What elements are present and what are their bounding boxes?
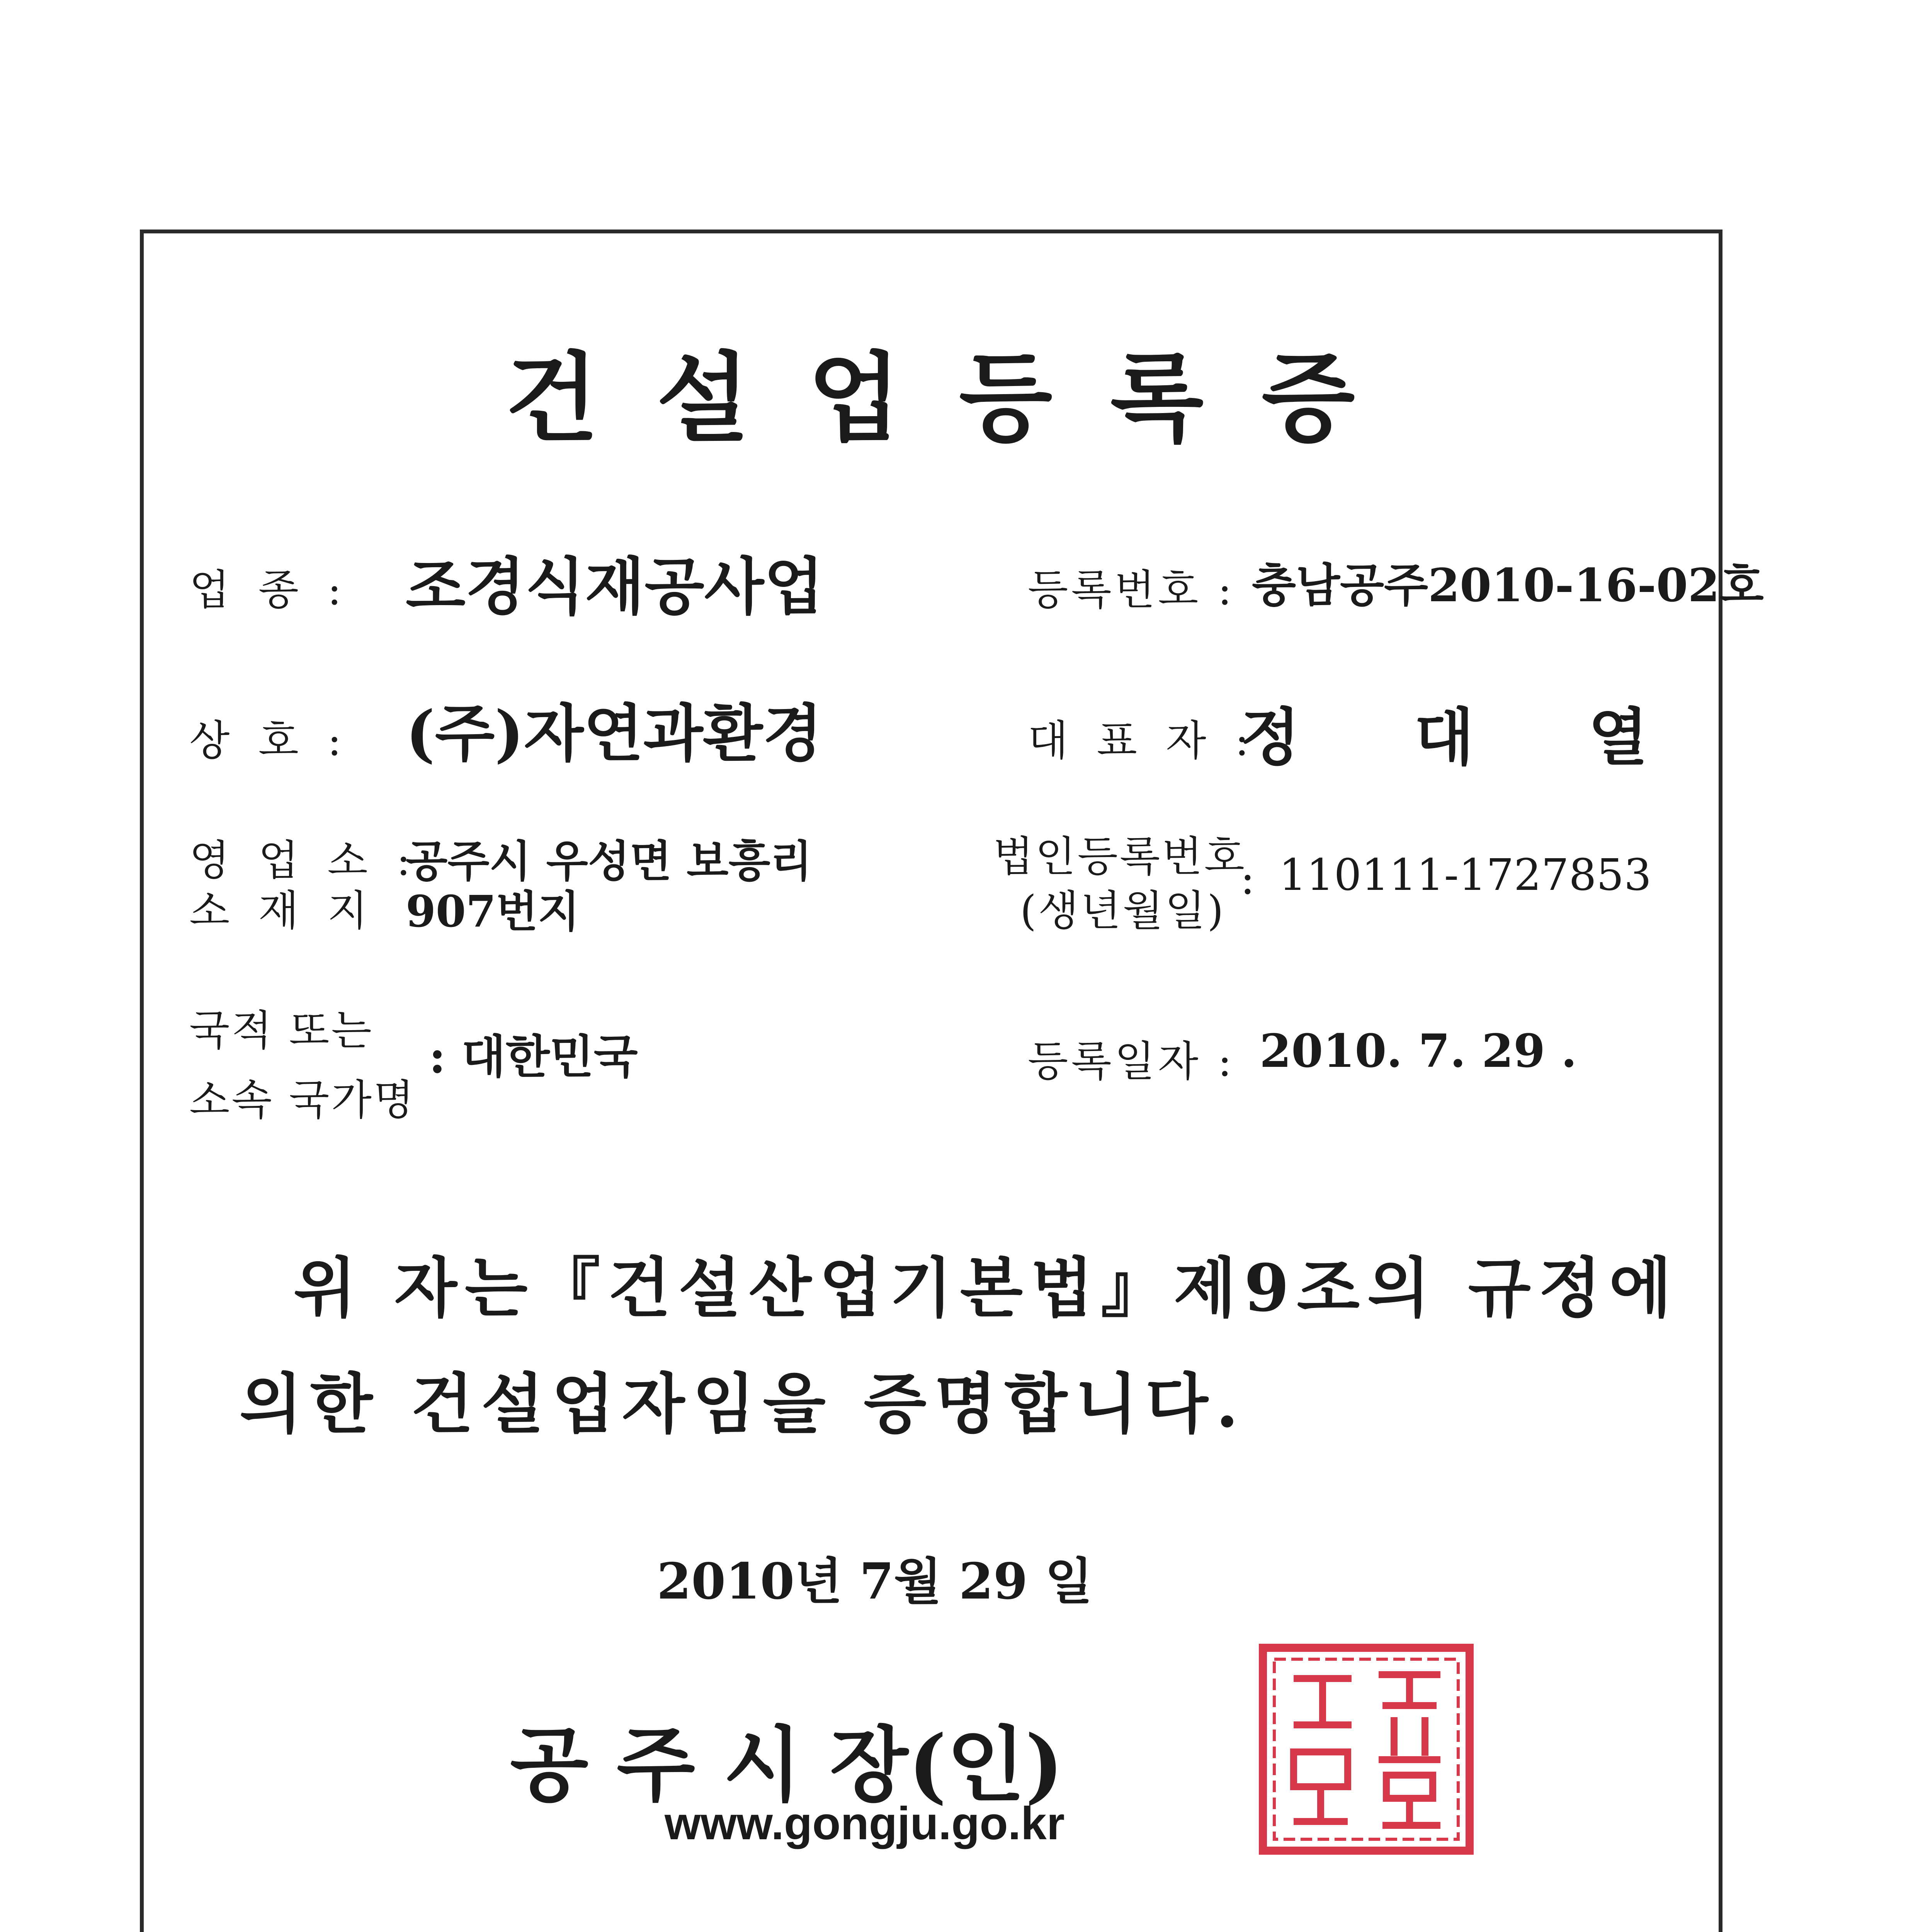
corp-no-label-2: (생년월일) [1020,887,1226,935]
office-label-1: 영 업 소 : [189,837,418,885]
company-value: (주)자연과환경 [406,697,823,770]
certification-text-line-1: 위 자는『건설산업기본법』제9조의 규정에 [294,1250,1680,1326]
business-type-label: 업 종 : [189,566,349,614]
official-seal-icon [1259,1644,1474,1855]
document-title: 건설업등록증 [505,341,1413,455]
corp-no-value: 110111-1727853 [1279,850,1652,900]
issuer-name: 공 주 시 장(인) [510,1717,1064,1813]
reg-date-value: 2010. 7. 29 . [1260,1024,1577,1078]
corp-no-label-1: 법인등록번호 [993,833,1246,881]
office-label-2: 소 재 지 [189,887,376,935]
corp-no-colon: : [1240,854,1255,904]
reg-date-label: 등록일자 : [1028,1037,1235,1086]
representative-label: 대 표 자 : [1028,717,1257,765]
nationality-label-2: 소속 국가명 [189,1076,416,1124]
address-line-1: 공주시 우성면 보흥리 [406,836,812,887]
representative-value: 정 대 열 [1240,701,1695,774]
nationality-value: : 대한민국 [429,1030,638,1083]
website-url: www.gongju.go.kr [665,1798,1065,1849]
nationality-label-1: 국적 또는 [189,1007,374,1055]
address-line-2: 907번지 [406,886,580,937]
company-label: 상 호 : [189,717,349,765]
certification-text-line-2: 의한 건설업자임을 증명합니다. [240,1366,1246,1442]
issue-date: 2010년 7월 29 일 [657,1553,1093,1611]
reg-no-value: 충남공주2010-16-02호 [1252,558,1764,612]
business-type-value: 조경식재공사업 [406,550,824,623]
reg-no-label: 등록번호 : [1028,566,1235,614]
